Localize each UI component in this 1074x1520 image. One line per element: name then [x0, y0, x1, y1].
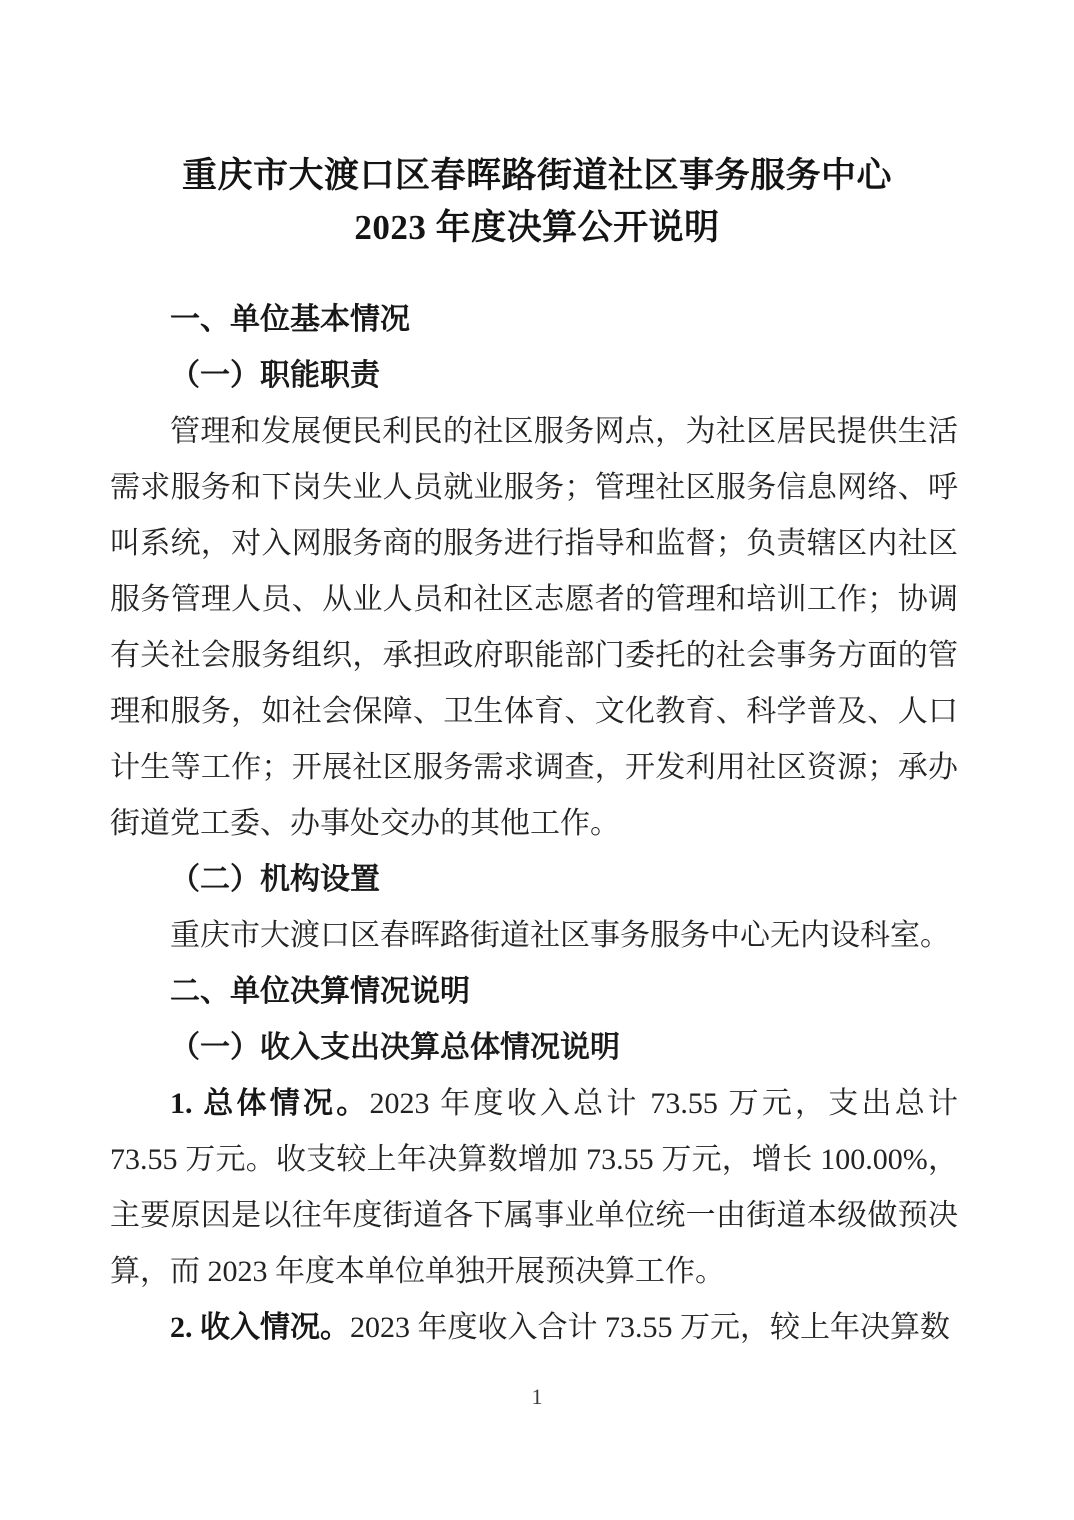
- document-title: [0, 0, 1074, 254]
- paragraph-overall-situation-lead: 1. 总体情况。: [170, 1087, 370, 1120]
- paragraph-income-situation-text: 2023 年度收入合计 73.55 万元，较上年决算数: [350, 1311, 950, 1344]
- paragraph-duties: 管理和发展便民利民的社区服务网点，为社区居民提供生活需求服务和下岗失业人员就业服务；管理社区服务信息网络、呼叫系统，对入网服务商的服务进行指导和监督；负责辖区内社区服务管理人员、从业人员和社区志愿者的管理和培训工作；协调有关社会服务组织，承担政府职能部门委托的社会事务方面的管理和服务，如社会保障、卫生体育、文化教育、科学普及、人口计生等工作；开展社区服务需求调查，开发利用社区资源；承办街道党工委、办事处交办的其他工作。: [110, 415, 958, 840]
- section-heading-final-accounts: 二、单位决算情况说明: [170, 975, 470, 1008]
- subsection-heading-organization: （二）机构设置: [170, 863, 380, 896]
- page-number: 1: [531, 1384, 543, 1409]
- subsection-heading-income-expenditure-overview: （一）收入支出决算总体情况说明: [170, 1031, 620, 1064]
- title-line-2: 2023 年度决算公开说明: [354, 208, 720, 247]
- section-heading-basic-info: 一、单位基本情况: [170, 303, 410, 336]
- paragraph-overall-situation: [110, 1076, 958, 1300]
- document-body: [0, 292, 1074, 1356]
- subsection-heading-duties: （一）职能职责: [170, 359, 380, 392]
- title-line-1: 重庆市大渡口区春晖路街道社区事务服务中心: [181, 156, 892, 195]
- paragraph-income-situation: [110, 1300, 958, 1356]
- paragraph-income-situation-lead: 2. 收入情况。: [170, 1311, 350, 1344]
- paragraph-organization: 重庆市大渡口区春晖路街道社区事务服务中心无内设科室。: [170, 919, 950, 952]
- paragraph-overall-situation-text: 2023 年度收入总计 73.55 万元，支出总计 73.55 万元。收支较上年决算数增加 73.55 万元，增长 100.00%，主要原因是以往年度街道各下属事业单位统一由街道本级做预决算，而 2023 年度本单位单独开展预决算工作。: [110, 1087, 959, 1288]
